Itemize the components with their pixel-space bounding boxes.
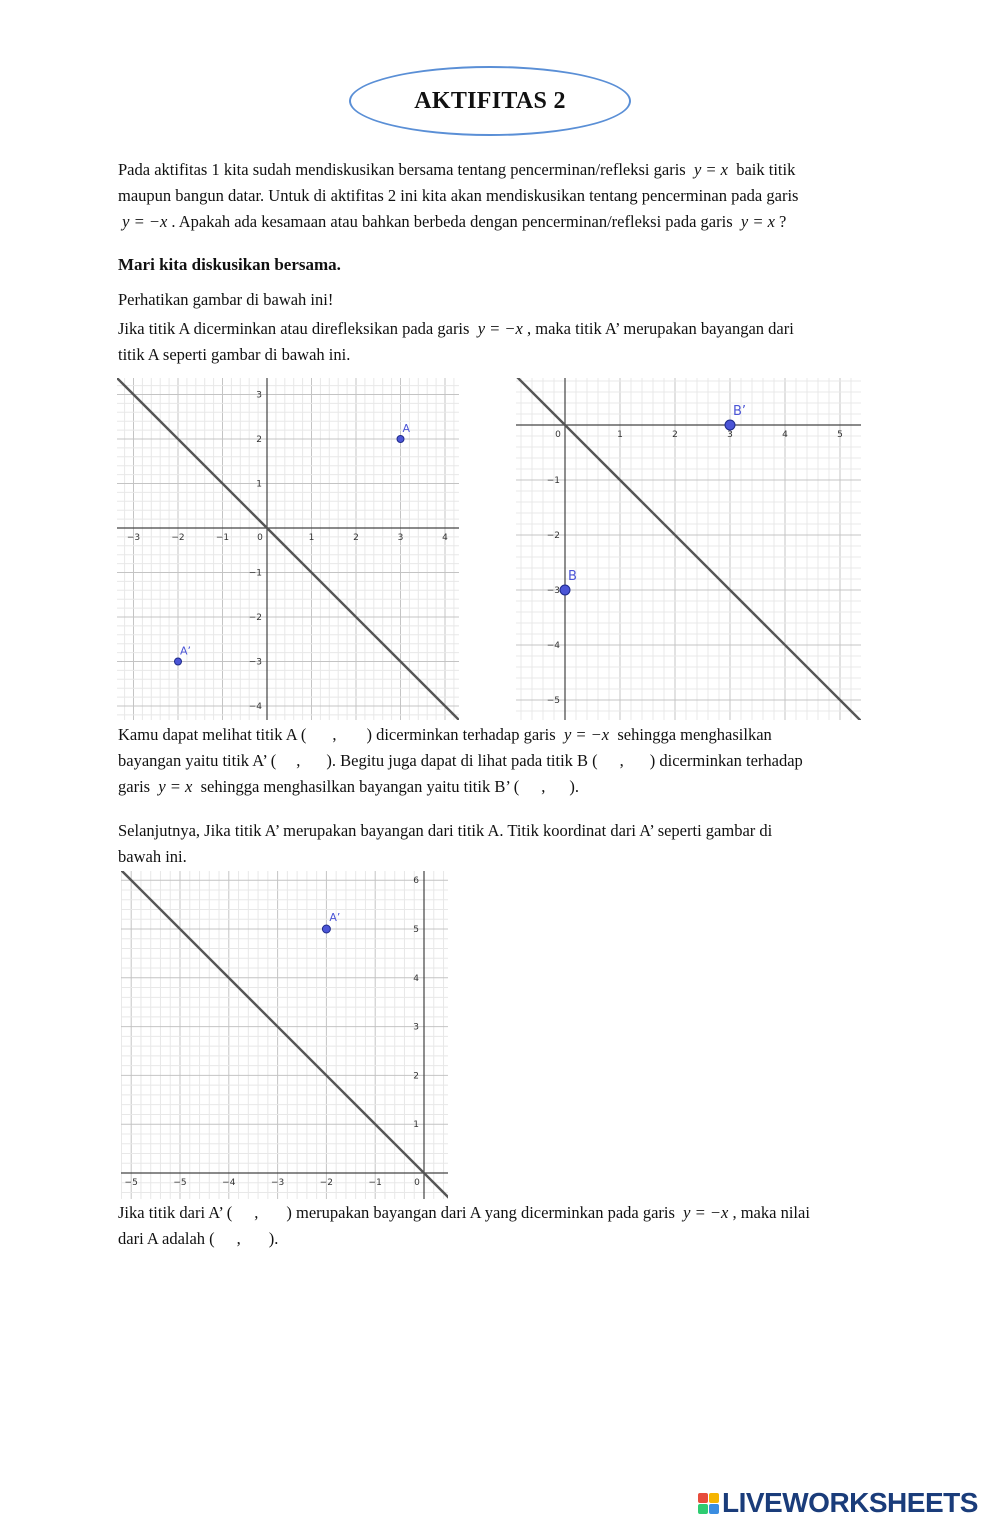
intro-text: baik titik: [736, 160, 796, 179]
point-A-prime: [175, 658, 182, 665]
next-text: Selanjutnya, Jika titik A’ merupakan bayangan dari titik A. Titik koordinat dari A’ seperti gambar di: [118, 821, 773, 840]
equation: y = −x: [477, 319, 523, 338]
y-tick-label: −3: [546, 586, 560, 596]
y-tick-label: −1: [248, 568, 262, 579]
x-tick-label: 4: [782, 430, 788, 440]
x-tick-label: −1: [368, 1178, 382, 1188]
x-tick-label: −4: [222, 1178, 236, 1188]
section-heading: Mari kita diskusikan bersama.: [118, 255, 341, 274]
intro-text: . Apakah ada kesamaan atau bahkan berbeda dengan pencerminan/refleksi pada garis: [171, 212, 733, 231]
y-tick-label: 3: [256, 390, 262, 401]
point-label: A’: [180, 644, 192, 658]
y-tick-label: −1: [546, 476, 560, 486]
intro-text: Pada aktifitas 1 kita sudah mendiskusikan bersama tentang pencerminan/refleksi garis: [118, 160, 686, 179]
point-label: B: [568, 569, 577, 584]
fill-text: ) dicerminkan terhadap: [649, 751, 803, 770]
point-A-prime: [322, 925, 330, 933]
x-tick-label: 3: [727, 430, 733, 440]
line-y-equals-neg-x: [516, 378, 861, 720]
equation: y = x: [693, 160, 728, 179]
x-tick-label: 5: [837, 430, 843, 440]
equation: y = −x: [122, 212, 168, 231]
fill-paragraph: [118, 722, 898, 800]
y-tick-label: −3: [248, 657, 262, 668]
x-tick-label: 1: [617, 430, 623, 440]
y-tick-label: 5: [413, 925, 419, 935]
logo-block: [709, 1504, 719, 1514]
y-tick-label: −5: [546, 696, 560, 706]
next-paragraph: [118, 818, 888, 870]
reflect-text: Jika titik A dicerminkan atau direfleksikan pada garis: [118, 319, 470, 338]
x-tick-label: −3: [126, 533, 141, 543]
point-label: A: [402, 422, 411, 435]
y-tick-label: −4: [546, 641, 560, 651]
reflect-paragraph: [118, 316, 888, 368]
graph-2: [516, 378, 861, 720]
logo-block: [709, 1493, 719, 1503]
x-tick-label: −2: [171, 533, 185, 543]
point-B-prime: [725, 420, 735, 430]
logo-block: [698, 1493, 708, 1503]
x-tick-label: 2: [353, 533, 359, 543]
y-tick-label: 1: [413, 1120, 419, 1131]
fill-text: ). Begitu juga dapat di lihat pada titik B (: [326, 751, 598, 770]
next-text: bawah ini.: [118, 847, 187, 866]
final-text: dari A adalah (: [118, 1229, 215, 1248]
point-A: [397, 436, 404, 443]
comma: ,: [541, 777, 546, 796]
logo-icon: [698, 1493, 719, 1514]
x-tick-label: −5: [124, 1178, 138, 1188]
final-paragraph: [118, 1200, 898, 1252]
comma: ,: [296, 751, 301, 770]
intro-paragraph: [118, 157, 888, 235]
logo-text: LIVEWORKSHEETS: [722, 1487, 978, 1518]
y-tick-label: 2: [256, 435, 262, 445]
liveworksheets-logo[interactable]: [698, 1487, 978, 1519]
y-tick-label: 1: [256, 479, 262, 490]
point-label: B’: [733, 404, 747, 419]
equation: y = −x: [683, 1203, 729, 1222]
final-text: , maka nilai: [732, 1203, 810, 1222]
fill-text: sehingga menghasilkan bayangan yaitu titik B’ (: [200, 777, 520, 796]
fill-text: ) dicerminkan terhadap garis: [366, 725, 556, 744]
comma: ,: [254, 1203, 259, 1222]
x-tick-label: −1: [215, 533, 230, 543]
y-tick-label: 4: [413, 973, 419, 984]
equation: y = −x: [563, 725, 610, 744]
comma: ,: [236, 1229, 241, 1248]
y-tick-label: 6: [413, 876, 419, 887]
fill-text: sehingga menghasilkan: [617, 725, 772, 744]
fill-text: garis: [118, 777, 151, 796]
x-tick-label: −3: [270, 1178, 285, 1188]
y-tick-label: 2: [413, 1071, 419, 1082]
point-label: A’: [329, 911, 341, 924]
point-B: [560, 585, 570, 595]
fill-text: Kamu dapat melihat titik A (: [118, 725, 307, 744]
graph-1: [117, 378, 459, 720]
equation: y = x: [158, 777, 193, 796]
x-tick-label: 0: [555, 430, 561, 440]
comma: ,: [619, 751, 624, 770]
intro-text: maupun bangun datar. Untuk di aktifitas 2 ini kita akan mendiskusikan tentang pencerminan pada garis: [118, 186, 799, 205]
x-tick-label: −5: [173, 1178, 187, 1188]
final-text: ) merupakan bayangan dari A yang dicerminkan pada garis: [286, 1203, 675, 1222]
logo-block: [698, 1504, 708, 1514]
x-tick-label: −2: [319, 1178, 334, 1188]
x-tick-label: 0: [257, 533, 263, 543]
y-tick-label: −2: [546, 531, 560, 541]
fill-text: ).: [569, 777, 579, 796]
intro-text: ?: [779, 212, 787, 231]
equation: y = x: [740, 212, 775, 231]
x-tick-label: 3: [397, 533, 404, 543]
comma: ,: [332, 725, 337, 744]
title-oval: [349, 66, 631, 136]
page-title: AKTIFITAS 2: [414, 87, 566, 114]
instruction: Perhatikan gambar di bawah ini!: [118, 290, 334, 309]
fill-text: bayangan yaitu titik A’ (: [118, 751, 277, 770]
graph-3: [121, 871, 448, 1199]
x-tick-label: 0: [414, 1178, 420, 1188]
final-text: ).: [268, 1229, 279, 1248]
y-tick-label: −4: [248, 702, 262, 712]
x-tick-label: 1: [308, 533, 315, 543]
x-tick-label: 2: [672, 430, 678, 440]
y-tick-label: −2: [248, 613, 262, 623]
reflect-text: titik A seperti gambar di bawah ini.: [118, 345, 351, 364]
y-tick-label: 3: [413, 1022, 419, 1033]
reflect-text: , maka titik A’ merupakan bayangan dari: [527, 319, 794, 338]
final-text: Jika titik dari A’ (: [118, 1203, 233, 1222]
x-tick-label: 4: [442, 533, 448, 543]
